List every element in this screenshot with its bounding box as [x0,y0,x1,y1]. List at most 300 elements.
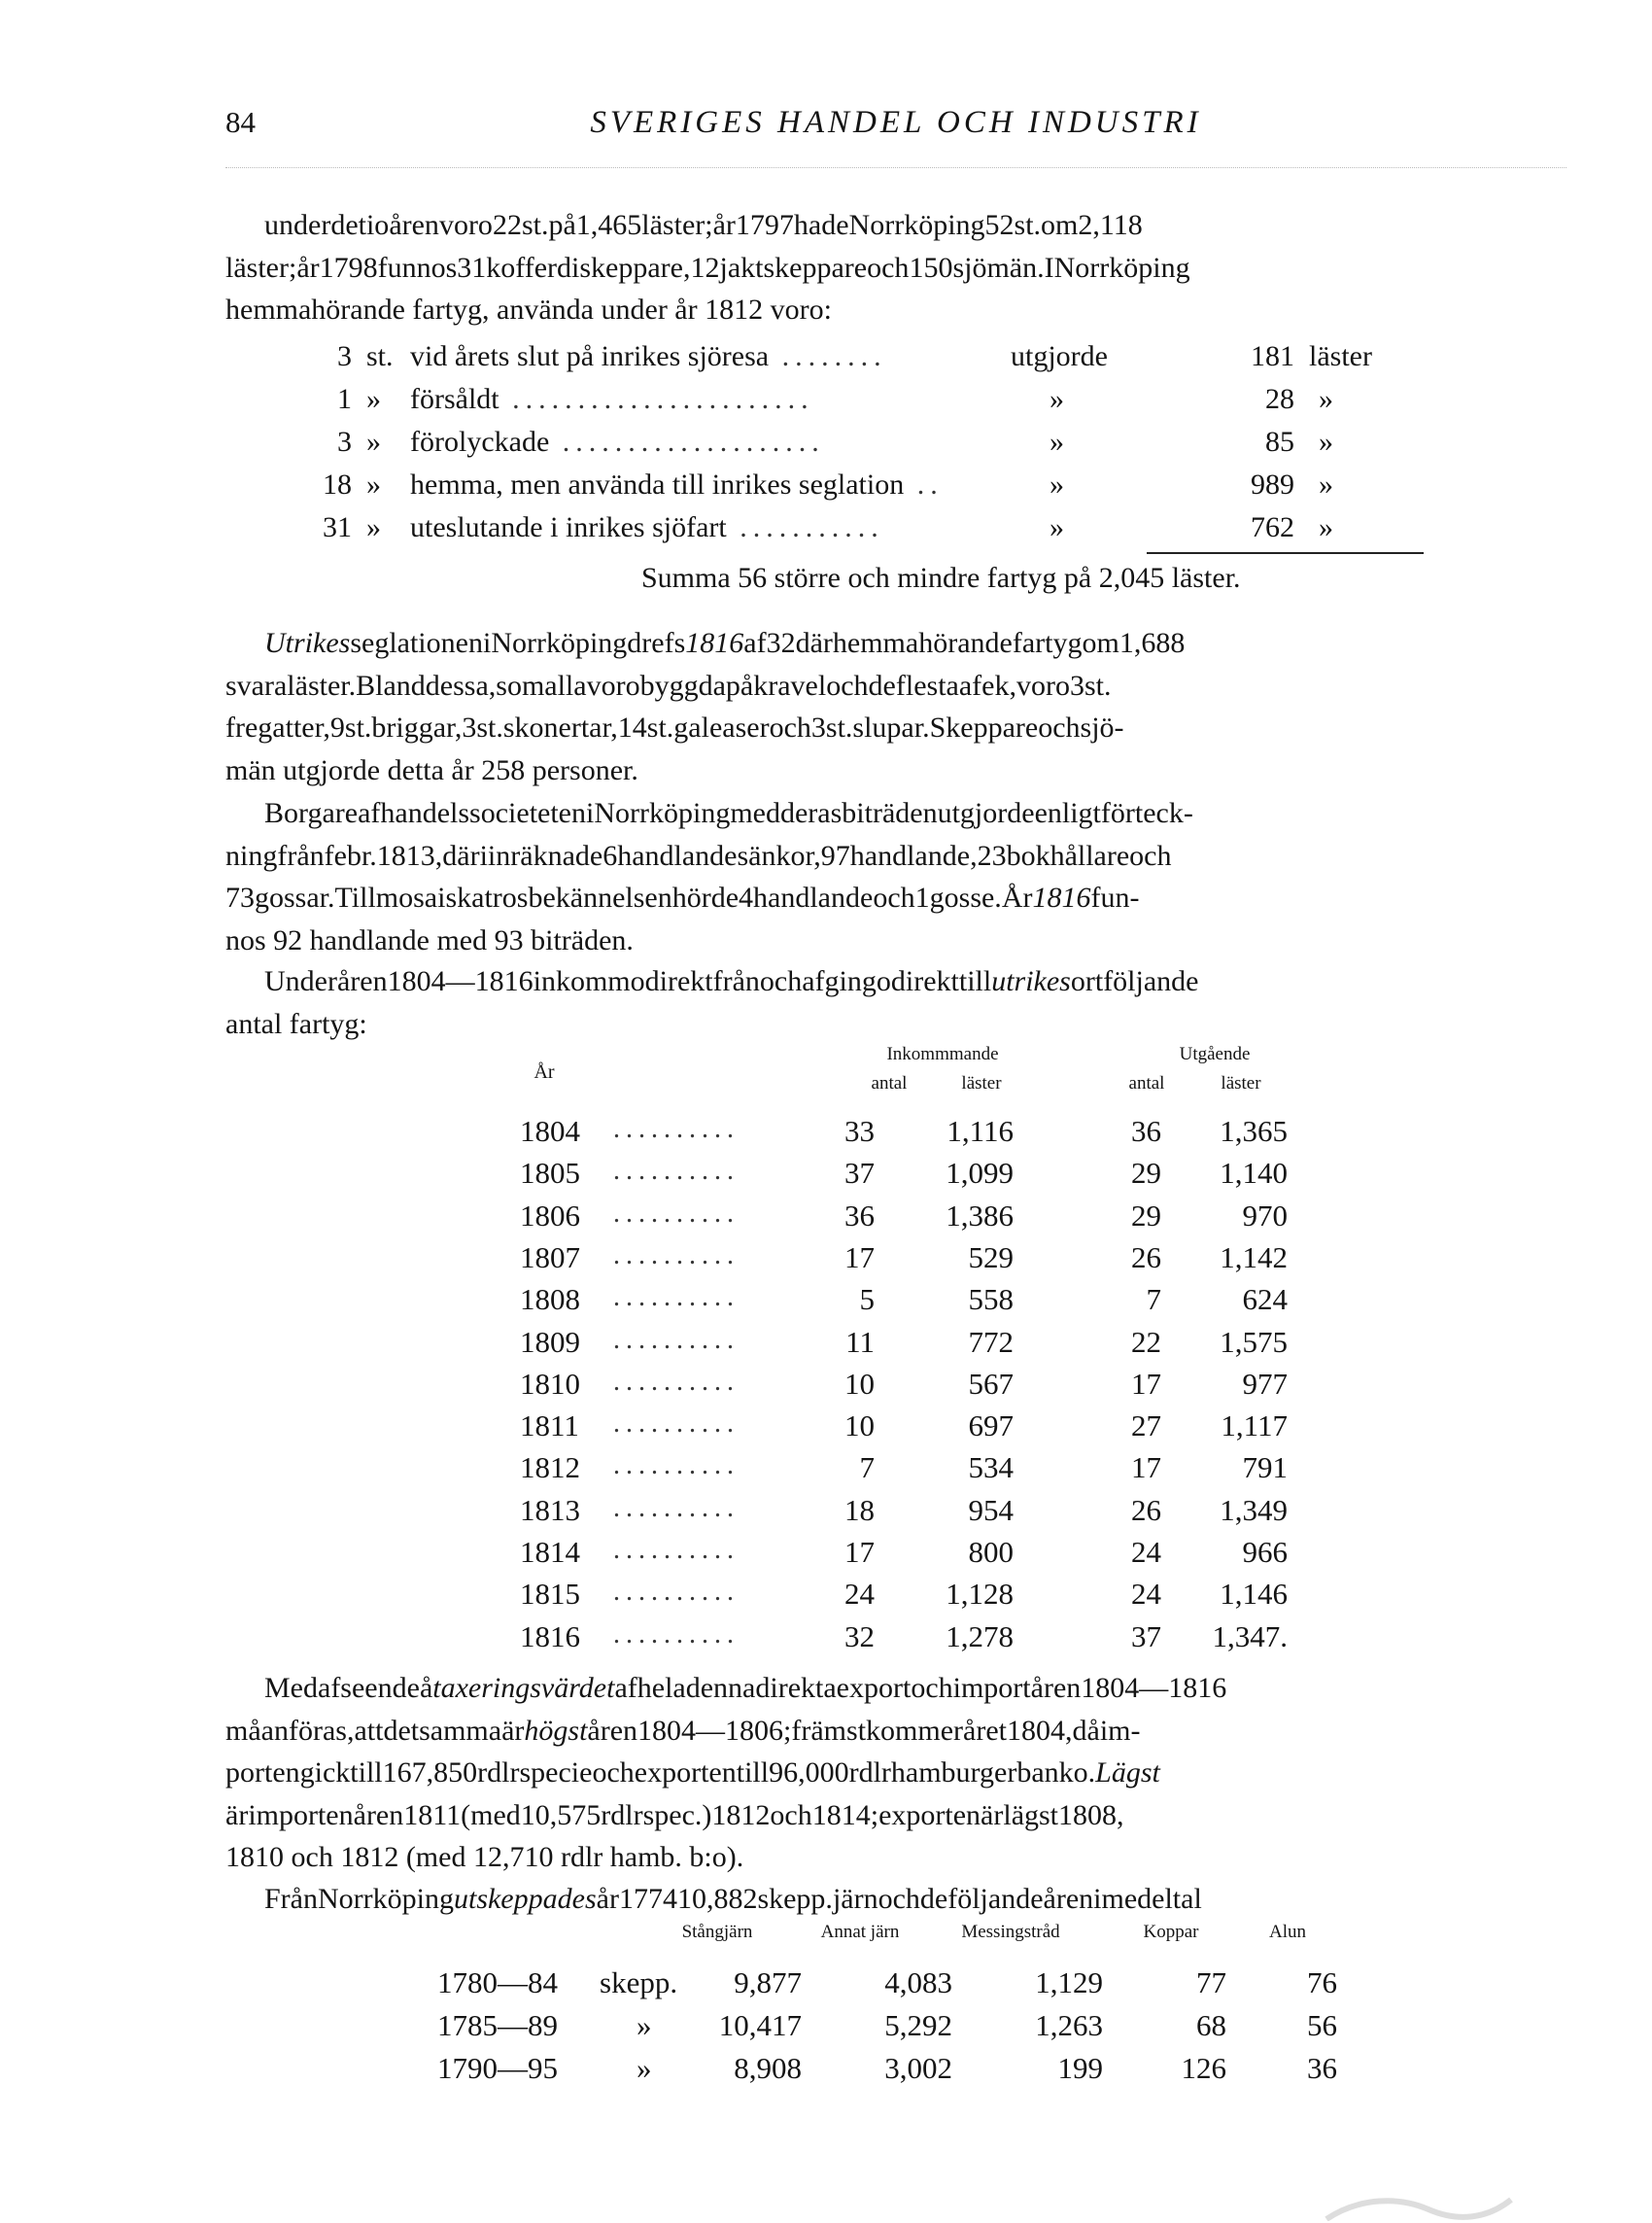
word: 3 [1069,669,1084,702]
word: och [911,1672,953,1704]
export-table-row [437,2008,1409,2050]
in-antal-cell: 17 [844,1535,875,1569]
period-cell: 1785—89 [437,2008,558,2042]
word: män utgjorde detta år 258 personer. [225,753,638,786]
word: af [614,1672,637,1704]
text-line [225,1836,1566,1879]
word: fun- [1090,882,1140,914]
word: änkor, [748,839,821,872]
in-antal-cell: 17 [844,1239,875,1274]
word: och [759,965,803,997]
word: 167,850 [382,1756,478,1789]
word: 1816 [1032,882,1091,914]
word: hemmahörande fartyg, använda under år 1812 voro: [225,294,832,326]
word: hade [793,209,849,241]
word: gosse. [929,882,1002,914]
in-laster-cell: 1,128 [946,1577,1014,1612]
word: 1797 [735,209,794,241]
word: exporten [878,1798,981,1831]
export-value-cell: 1,263 [1035,2008,1103,2042]
leader-dots: ........ [769,340,887,372]
laster-value: 28 [1265,383,1294,415]
word: st. [521,209,549,241]
word: nos 92 handlande med 93 biträden. [225,923,634,956]
ships-table-row [520,1156,1297,1198]
in-laster-cell: 558 [968,1282,1014,1317]
in-antal-cell: 18 [844,1492,875,1527]
year-cell: 1816 [520,1618,580,1653]
word: till [736,1756,770,1789]
ship-list-row [225,383,1566,425]
ship-list-row [225,340,1566,382]
word: banko. [1016,1756,1096,1789]
word: Under [264,965,337,997]
word: inräknade [487,839,603,872]
export-value-cell: 4,083 [884,1965,952,1999]
leader-dots: .......... [613,1156,740,1187]
word: 1798 [319,251,378,284]
paragraph-fran [225,1878,1566,1921]
word: på [548,209,576,241]
word: hörde [671,882,740,914]
out-antal-cell: 7 [1146,1282,1161,1317]
ships-table-row [520,1282,1297,1324]
in-antal-cell: 10 [844,1408,875,1443]
word: Med [264,1672,318,1704]
leader-dots: .......... [613,1618,740,1650]
word: Norrköping [318,1883,454,1915]
word: st. [825,712,853,744]
word: ning [225,839,278,872]
laster-unit: » [1319,383,1333,415]
text-line [225,707,1566,749]
word: fartyg [1012,627,1083,659]
ship-mark: » [366,383,381,415]
word: och [867,251,910,284]
word: lägst [1003,1798,1059,1831]
ships-table-row [520,1577,1297,1618]
word: åren [1030,1672,1082,1704]
word: läster; [225,251,297,284]
word: slupar. [852,712,930,744]
ships-table-row [520,1493,1297,1535]
in-laster-cell: 954 [968,1492,1014,1527]
out-laster-cell: 791 [1242,1450,1288,1485]
export-table-row [437,1965,1409,2007]
in-antal-cell: 32 [844,1618,875,1653]
paragraph-taxering [225,1667,1566,1879]
ship-count: 18 [323,469,352,501]
text-line [225,877,1566,920]
leader-dots: .......... [613,1535,740,1565]
out-antal-cell: 17 [1131,1366,1161,1401]
year-cell: 1805 [520,1156,580,1191]
out-laster-header: läster [1221,1073,1261,1094]
word: alla [544,669,587,702]
out-laster-cell: 1,140 [1220,1156,1288,1191]
export-value-cell: 9,877 [734,1965,802,1999]
leader-dots: .......... [613,1114,740,1144]
out-antal-cell: 24 [1131,1577,1161,1612]
word: då [1072,1714,1100,1747]
word: och [878,1883,920,1915]
ditto-mark: » [1050,469,1064,501]
word: 3 [810,712,826,744]
word: 1,465 [575,209,642,241]
ditto-mark: » [1050,426,1064,458]
bottom-ornament [1322,2192,1516,2221]
word: åren [389,209,439,241]
word: 1814; [811,1798,879,1831]
export-value-cell: 199 [1057,2051,1103,2085]
word: i [482,627,492,659]
word: 3 [462,712,477,744]
text-line [225,960,1566,1003]
out-antal-cell: 36 [1131,1114,1161,1148]
export-table-row [437,2051,1409,2093]
year-cell: 1811 [520,1408,579,1443]
out-antal-cell: 26 [1131,1239,1161,1274]
utgaende-header: Utgående [1179,1044,1251,1064]
text-line [225,835,1566,878]
word: 6 [602,839,618,872]
word: fregatter, [225,712,330,744]
word: Utrikes [264,627,351,659]
out-antal-cell: 24 [1131,1535,1161,1569]
word: som [496,669,545,702]
ditto-mark: » [1050,511,1064,543]
word: porten [225,1756,300,1789]
word: högst [524,1714,588,1747]
word: gossar. [255,882,335,914]
word: år [596,1883,619,1915]
out-laster-cell: 1,142 [1220,1239,1288,1274]
word: att [354,1714,384,1747]
word: Borgare [264,797,359,829]
leader-dots: .......... [613,1366,740,1397]
word: må [225,1714,261,1747]
in-antal-cell: 33 [844,1114,875,1148]
word: 1813, [376,839,443,872]
word: är [501,1714,525,1747]
word: Till [334,882,376,914]
word: skonertar, [502,712,618,744]
export-value-cell: 8,908 [734,2051,802,2085]
word: åren [336,965,388,997]
inkommande-header: Inkommmande [886,1044,999,1064]
word: skepp. [757,1883,833,1915]
export-value-cell: 10,417 [718,2008,802,2042]
text-line [225,920,1566,962]
ship-count: 1 [337,383,352,415]
word: biträden [842,797,938,829]
word: järn [832,1883,878,1915]
word: och [770,1798,812,1831]
word: kravel [753,669,827,702]
word: spec.) [642,1798,712,1831]
export-value-cell: 36 [1307,2051,1337,2085]
leader-dots: .......... [613,1577,740,1608]
word: utskeppades [453,1883,597,1915]
leader-dots: .......... [613,1324,740,1355]
word: febr. [324,839,377,872]
text-line [225,665,1566,708]
word: till [350,1756,383,1789]
out-antal-cell: 17 [1131,1450,1161,1485]
word: år [296,251,320,284]
word: svara [225,669,288,702]
laster-unit: » [1319,511,1333,543]
word: samma [419,1714,502,1747]
word: 73 [225,882,255,914]
description-text: hemma, men använda till inrikes seglation [410,469,905,501]
word: gick [299,1756,351,1789]
leader-dots: .......... [613,1282,740,1313]
word: följande [947,1883,1044,1915]
word: där [795,627,833,659]
ships-table-row [520,1198,1297,1240]
word: om [1082,627,1119,659]
leader-dots: ........... [726,511,884,543]
word: rdlr [848,1756,891,1789]
ships-table-row [520,1450,1297,1492]
word: inkommo [533,965,645,997]
leader-dots: .......... [613,1239,740,1270]
export-value-cell: 77 [1196,1965,1226,1999]
word: läster. [287,669,357,702]
word: exporten [634,1756,737,1789]
word: till [958,965,992,997]
word: rdlr [601,1798,643,1831]
laster-value: 181 [1251,340,1294,372]
in-laster-cell: 1,278 [946,1618,1014,1653]
word: st. [476,712,503,744]
word: från [712,965,760,997]
year-cell: 1815 [520,1577,580,1612]
out-antal-cell: 22 [1131,1324,1161,1359]
word: 1816 [685,627,744,659]
word: förteck- [1100,797,1193,829]
word: af [358,797,381,829]
word: sjömän. [952,251,1045,284]
text-line [225,1794,1566,1837]
out-laster-cell: 624 [1242,1282,1288,1317]
word: 9 [329,712,345,744]
out-laster-cell: 1,575 [1220,1324,1288,1359]
ditto-mark: utgjorde [1011,340,1108,372]
word: är [981,1798,1004,1831]
out-antal-cell: 27 [1131,1408,1161,1443]
word: im- [1099,1714,1141,1747]
period-cell: 1780—84 [437,1965,558,1999]
word: kofferdiskeppare, [486,251,691,284]
year-cell: 1814 [520,1535,580,1569]
word: utgjorde [937,797,1035,829]
word: hamburger [890,1756,1017,1789]
word: voro [1015,669,1070,702]
word: ek, [981,669,1016,702]
out-laster-cell: 1,349 [1220,1492,1288,1527]
text-line [225,1003,1566,1046]
word: rdlr [477,1756,520,1789]
in-laster-cell: 529 [968,1239,1014,1274]
export-value-cell: 5,292 [884,2008,952,2042]
out-laster-cell: 977 [1242,1366,1288,1401]
leader-dots: .......... [613,1492,740,1523]
word: å [419,1672,433,1704]
paragraph-borgare [225,792,1566,961]
word: sjö- [1080,712,1124,744]
ship-description [410,383,1003,416]
word: och [769,712,811,744]
header-rule [225,167,1566,168]
in-antal-cell: 11 [845,1324,875,1359]
word: 1774 [618,1883,677,1915]
export-header-0: Stångjärn [681,1922,753,1942]
word: de [868,669,896,702]
unit-cell: skepp. [600,1965,678,1999]
word: I [1044,251,1054,284]
laster-unit: » [1319,469,1333,501]
out-antal-cell: 29 [1131,1198,1161,1233]
word: flesta [895,669,959,702]
ships-table-row [520,1240,1297,1282]
in-laster-cell: 534 [968,1450,1014,1485]
word: och [592,1756,635,1789]
word: af [958,669,982,702]
export-value-cell: 1,129 [1035,1965,1103,1999]
word: bokhållare [1006,839,1130,872]
laster-unit: » [1319,426,1333,458]
word: import [952,1672,1031,1704]
word: Norrköping [594,797,731,829]
word: ort [1070,965,1104,997]
out-laster-cell: 966 [1242,1535,1288,1569]
word: och [1129,839,1172,872]
word: Skeppare [929,712,1039,744]
laster-value: 85 [1265,426,1294,458]
word: 1 [914,882,930,914]
word: utrikes [991,965,1071,997]
word: 14 [617,712,647,744]
word: byggda [639,669,726,702]
description-text: vid årets slut på inrikes sjöresa [410,340,770,372]
in-antal-header: antal [871,1073,908,1094]
word: hemmahörande [832,627,1013,659]
in-laster-header: läster [961,1073,1002,1094]
text-line [225,204,1566,247]
word: 1811 [403,1798,462,1831]
laster-unit: läster [1309,340,1372,372]
ships-table-row [520,1619,1297,1661]
in-antal-cell: 37 [844,1156,875,1191]
word: 32 [766,627,796,659]
laster-value: 762 [1251,511,1294,543]
word: funnos [377,251,458,284]
in-antal-cell: 5 [859,1282,875,1317]
word: briggar, [371,712,463,744]
word: handlande [753,882,874,914]
description-text: förolyckade [410,426,550,458]
word: 1812 [711,1798,771,1831]
export-value-cell: 56 [1307,2008,1337,2042]
word: 97 [820,839,850,872]
leader-dots: .......... [613,1408,740,1440]
word: voro [586,669,640,702]
leader-dots: .. [904,469,944,501]
word: anföras, [260,1714,355,1747]
word: läster; [641,209,713,241]
word: År [1001,882,1033,914]
word: 1804—1816 [1081,1672,1227,1704]
word: året [963,1714,1007,1747]
word: antal fartyg: [225,1007,367,1040]
word: 1804—1816 [387,965,533,997]
word: galeaser [673,712,770,744]
year-cell: 1813 [520,1492,580,1527]
ship-description [410,340,1003,373]
ships-table-row [520,1114,1297,1156]
in-laster-cell: 1,386 [946,1198,1014,1233]
word: st. [646,712,674,744]
word: Lägst [1095,1756,1160,1789]
export-header-1: Annat järn [820,1922,900,1942]
word: 1804—1806; [637,1714,792,1747]
in-laster-cell: 1,099 [946,1156,1014,1191]
word: seglationen [350,627,483,659]
unit-cell: » [637,2051,652,2085]
word: och [873,882,915,914]
word: denna [685,1672,756,1704]
word: Bland [356,669,426,702]
word: medeltal [1101,1883,1202,1915]
in-laster-cell: 772 [968,1324,1014,1359]
word: drefs [627,627,686,659]
ship-count: 3 [337,340,352,372]
word: direkt [890,965,959,997]
out-laster-cell: 1,146 [1220,1577,1288,1612]
word: år [712,209,736,241]
year-cell: 1808 [520,1282,580,1317]
word: enligt [1034,797,1101,829]
period-cell: 1790—95 [437,2051,558,2085]
ships-table-row [520,1535,1297,1577]
word: 1810 och 1812 (med 12,710 rdlr hamb. b:o). [225,1841,744,1873]
year-cell: 1806 [520,1198,580,1233]
word: och [1038,712,1081,744]
ship-description [410,469,1003,502]
word: 1,688 [1119,627,1186,659]
export-header-2: Messingstråd [961,1922,1060,1942]
in-laster-cell: 697 [968,1408,1014,1443]
year-cell: 1804 [520,1114,580,1148]
text-line [225,1878,1566,1921]
in-antal-cell: 10 [844,1366,875,1401]
word: direkta [755,1672,837,1704]
word: följande [1103,965,1199,997]
word: handlandes [617,839,749,872]
word: Norrköping [848,209,985,241]
ships-table-row [520,1408,1297,1450]
ditto-mark: » [1050,383,1064,415]
leader-dots: .......... [613,1450,740,1481]
ship-mark: st. [366,340,394,372]
word: främst [791,1714,867,1747]
unit-cell: » [637,2008,652,2042]
word: 12 [690,251,720,284]
ship-list-summa: Summa 56 större och mindre fartyg på 2,045 läster. [641,562,1241,594]
word: (med [461,1798,521,1831]
